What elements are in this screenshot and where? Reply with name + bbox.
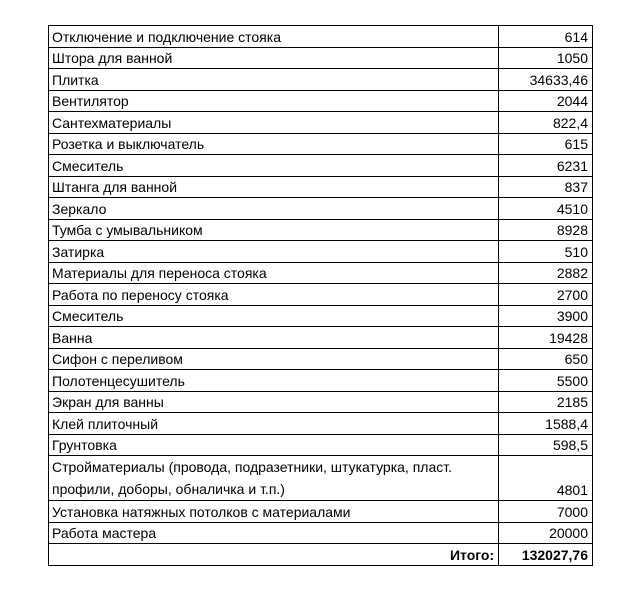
item-name-cell: Клей плиточный xyxy=(49,413,499,435)
item-name-cell: Смеситель xyxy=(49,305,499,327)
table-row xyxy=(49,456,593,501)
table-row xyxy=(49,155,593,177)
item-amount-cell: 4801 xyxy=(499,456,593,501)
table-row xyxy=(49,434,593,456)
table-row xyxy=(49,241,593,263)
item-name-cell: Стройматериалы (провода, подразетники, штукатурка, пласт. профили, доборы, обналичка и т.п.) xyxy=(49,456,499,501)
item-amount-cell: 19428 xyxy=(499,327,593,349)
item-amount-cell: 5500 xyxy=(499,370,593,392)
item-name-cell: Тумба с умывальником xyxy=(49,219,499,241)
table-row xyxy=(49,327,593,349)
table-row xyxy=(49,26,593,48)
table-row xyxy=(49,305,593,327)
item-name-cell: Штанга для ванной xyxy=(49,176,499,198)
item-name-cell: Зеркало xyxy=(49,198,499,220)
expenses-table xyxy=(48,25,593,566)
table-row xyxy=(49,413,593,435)
item-amount-cell: 2882 xyxy=(499,262,593,284)
total-row xyxy=(49,544,593,566)
item-amount-cell: 1050 xyxy=(499,47,593,69)
table-row xyxy=(49,47,593,69)
item-name-cell: Затирка xyxy=(49,241,499,263)
table-row xyxy=(49,284,593,306)
table-row xyxy=(49,219,593,241)
table-row xyxy=(49,112,593,134)
item-amount-cell: 1588,4 xyxy=(499,413,593,435)
item-name-cell: Грунтовка xyxy=(49,434,499,456)
table-row xyxy=(49,370,593,392)
item-amount-cell: 598,5 xyxy=(499,434,593,456)
table-row xyxy=(49,90,593,112)
item-name-cell: Работа по переносу стояка xyxy=(49,284,499,306)
item-name-cell: Сантехматериалы xyxy=(49,112,499,134)
item-amount-cell: 3900 xyxy=(499,305,593,327)
item-name-cell: Материалы для переноса стояка xyxy=(49,262,499,284)
item-amount-cell: 822,4 xyxy=(499,112,593,134)
item-name-cell: Полотенцесушитель xyxy=(49,370,499,392)
item-amount-cell: 614 xyxy=(499,26,593,48)
table-row xyxy=(49,262,593,284)
item-name-cell: Работа мастера xyxy=(49,522,499,544)
item-amount-cell: 2044 xyxy=(499,90,593,112)
total-amount: 132027,76 xyxy=(499,544,593,566)
item-amount-cell: 4510 xyxy=(499,198,593,220)
item-name-cell: Экран для ванны xyxy=(49,391,499,413)
item-name-cell: Отключение и подключение стояка xyxy=(49,26,499,48)
table-row xyxy=(49,348,593,370)
item-name-cell: Штора для ванной xyxy=(49,47,499,69)
item-amount-cell: 615 xyxy=(499,133,593,155)
item-amount-cell: 8928 xyxy=(499,219,593,241)
expenses-table-body xyxy=(49,26,593,544)
item-name-cell: Ванна xyxy=(49,327,499,349)
item-name-cell: Плитка xyxy=(49,69,499,91)
item-amount-cell: 7000 xyxy=(499,501,593,523)
item-amount-cell: 650 xyxy=(499,348,593,370)
item-amount-cell: 837 xyxy=(499,176,593,198)
table-row xyxy=(49,391,593,413)
item-amount-cell: 2185 xyxy=(499,391,593,413)
table-row xyxy=(49,522,593,544)
item-name-cell: Розетка и выключатель xyxy=(49,133,499,155)
item-amount-cell: 6231 xyxy=(499,155,593,177)
item-amount-cell: 510 xyxy=(499,241,593,263)
table-row xyxy=(49,198,593,220)
item-name-cell: Смеситель xyxy=(49,155,499,177)
table-row xyxy=(49,69,593,91)
table-row xyxy=(49,501,593,523)
total-label: Итого: xyxy=(49,544,499,566)
item-amount-cell: 20000 xyxy=(499,522,593,544)
item-name-cell: Установка натяжных потолков с материалами xyxy=(49,501,499,523)
item-amount-cell: 34633,46 xyxy=(499,69,593,91)
item-name-cell: Вентилятор xyxy=(49,90,499,112)
table-row xyxy=(49,176,593,198)
item-amount-cell: 2700 xyxy=(499,284,593,306)
table-row xyxy=(49,133,593,155)
item-name-cell: Сифон с переливом xyxy=(49,348,499,370)
